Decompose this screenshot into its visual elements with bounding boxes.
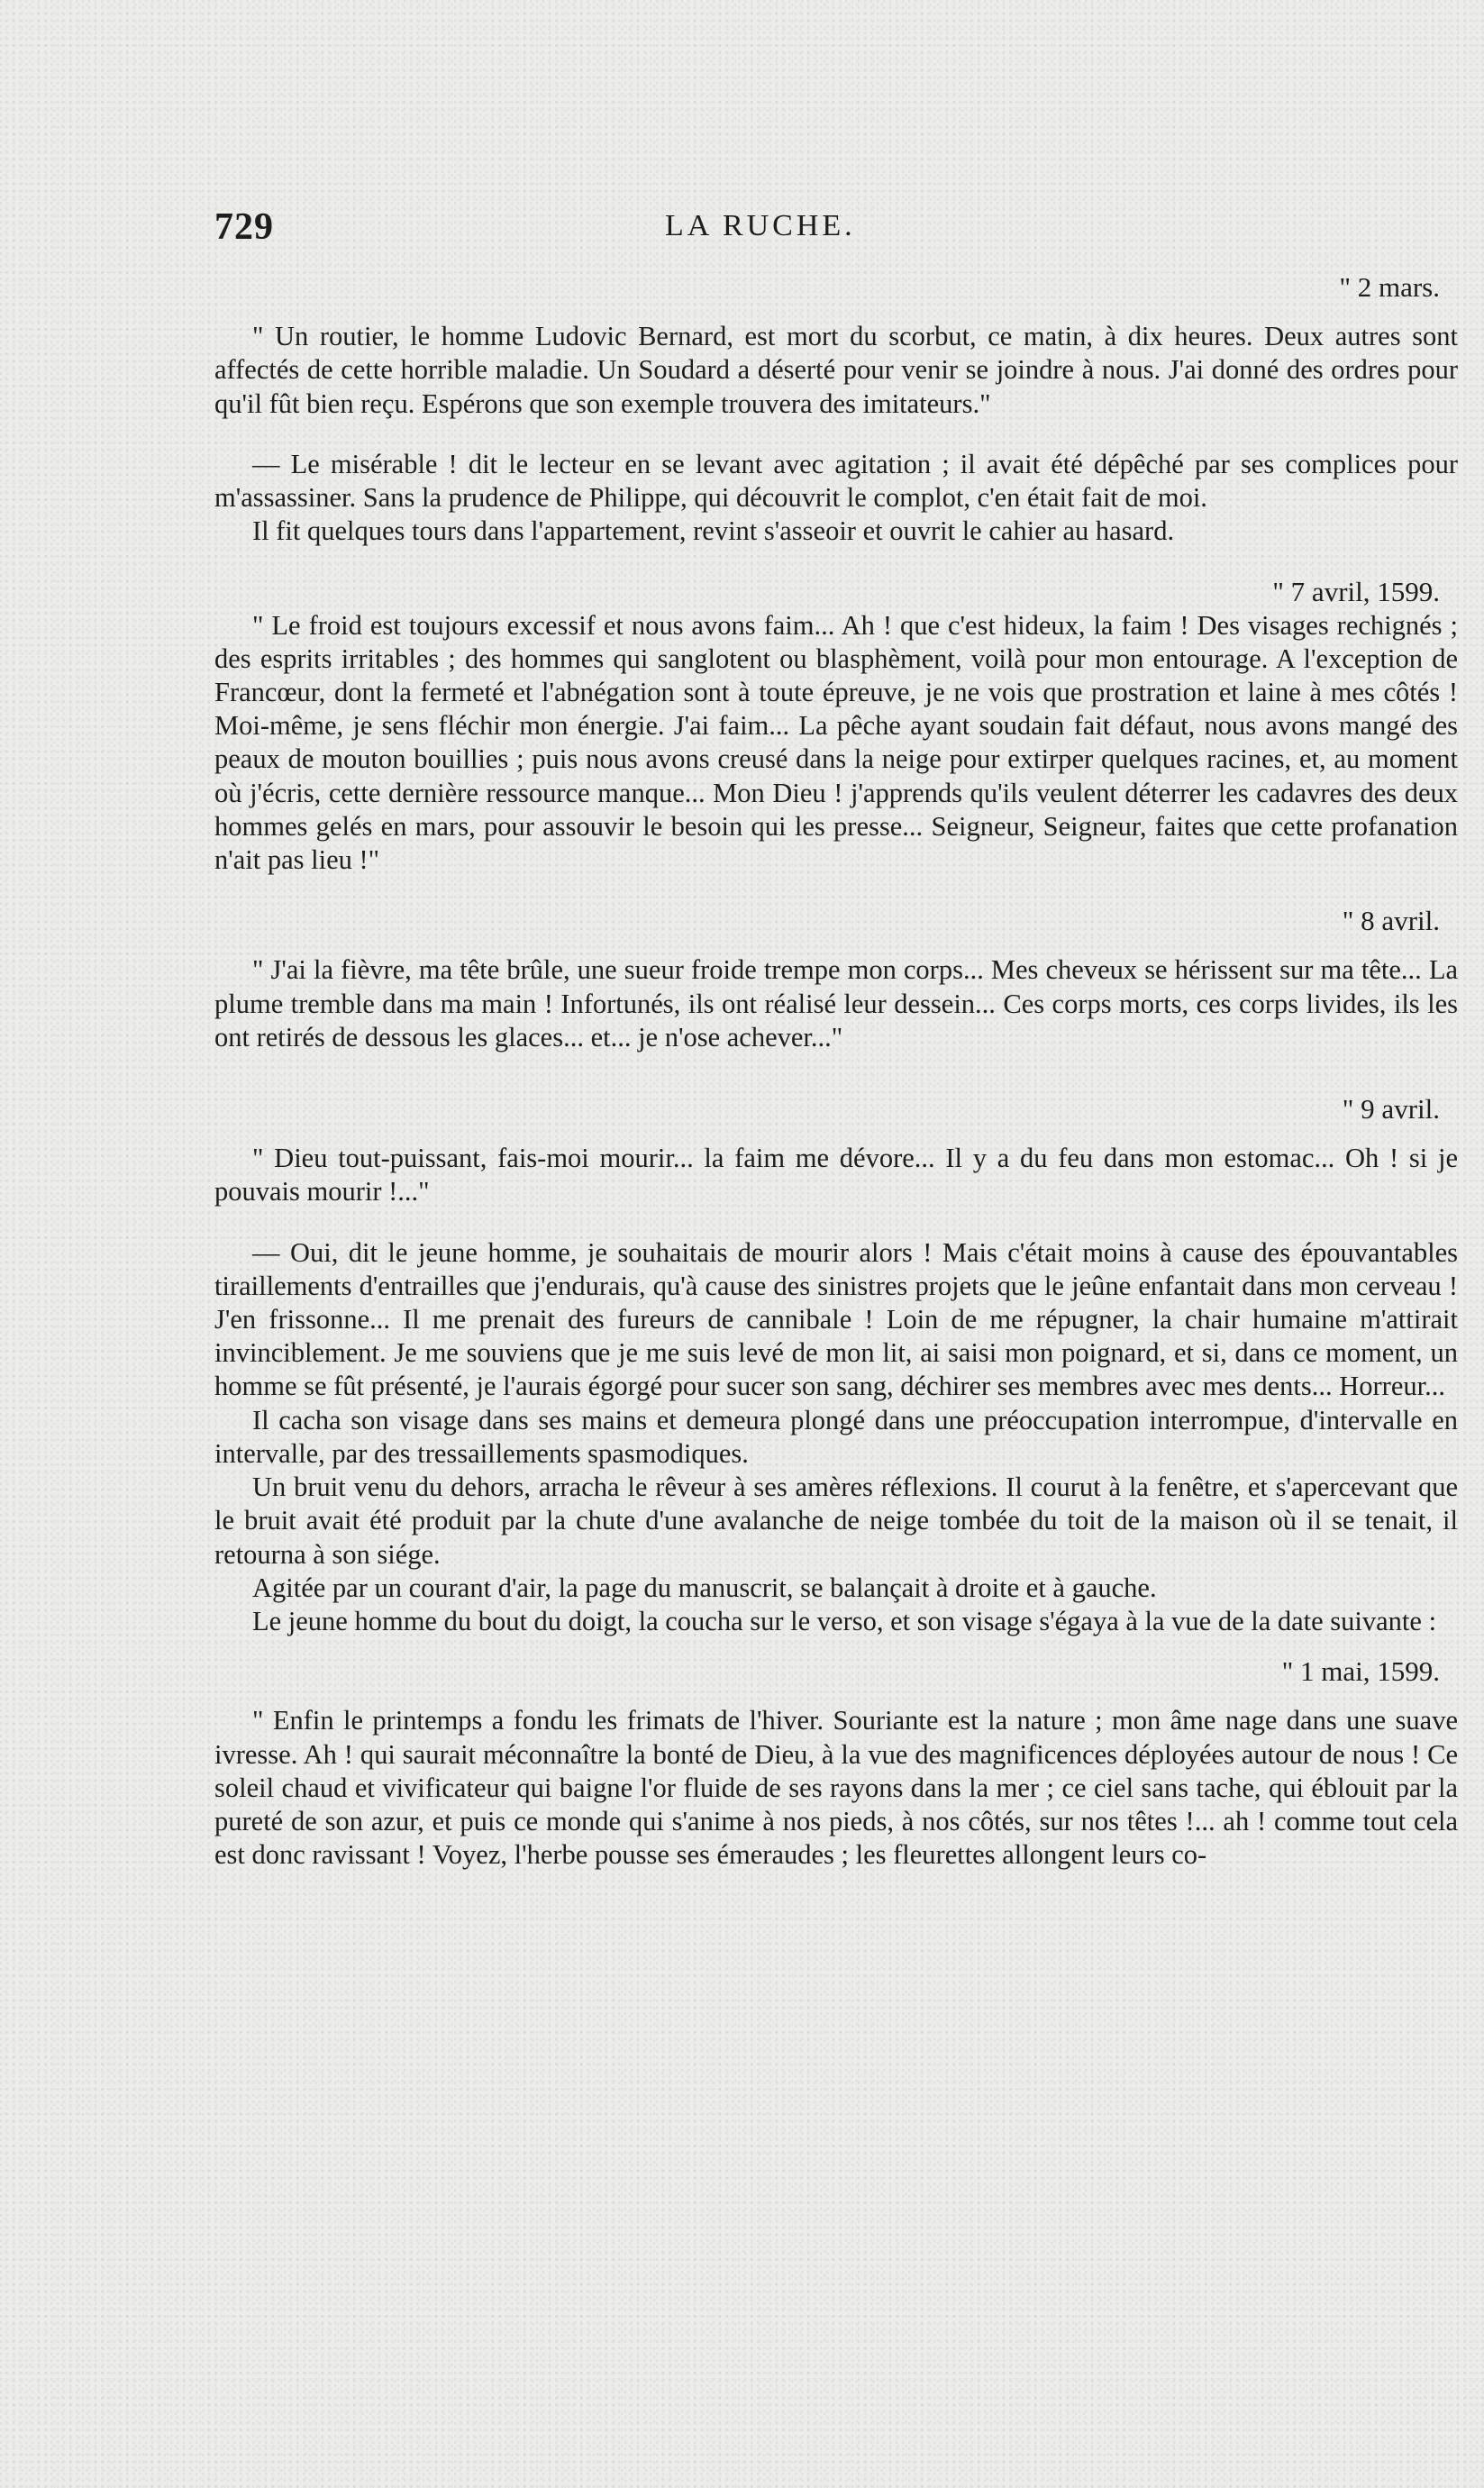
diary-date: " 8 avril.: [1342, 905, 1440, 937]
article-body: [214, 270, 1458, 1872]
diary-date: " 7 avril, 1599.: [1272, 576, 1440, 608]
paragraph: — Le misérable ! dit le lecteur en se levant avec agitation ; il avait été dépêché par ses complices pour m'assassiner. Sans la prudence de Philippe, qui découvrit le complot, c'en était fait de moi.: [214, 448, 1458, 514]
page-header: [214, 205, 1458, 251]
diary-date: " 2 mars.: [1339, 271, 1440, 303]
paragraph: Un bruit venu du dehors, arracha le rêveur à ses amères réflexions. Il courut à la fenêtre, et s'apercevant que le bruit avait été produit par la chute d'une avalanche de neige tombée du toit de la maison où il se tenait, il retourna à son siége.: [214, 1472, 1458, 1570]
paragraph: — Oui, dit le jeune homme, je souhaitais de mourir alors ! Mais c'était moins à cause des épouvantables tiraillements d'entrailles que j'endurais, qu'à cause des sinistres projets que le jeûne enfantait dans mon cerveau ! J'en frissonne... Il me prenait des fureurs de cannibale ! Loin de me répugner, la chair humaine m'attirait invinciblement. Je me souviens que je me suis levé de mon lit, ai saisi mon poignard, et si, dans ce moment, un homme se fût présenté, je l'aurais égorgé pour sucer son sang, déchirer ses membres avec mes dents... Horreur...: [214, 1236, 1458, 1402]
page-number: 729: [214, 206, 274, 248]
running-title: LA RUCHE.: [665, 209, 856, 242]
paragraph: Agitée par un courant d'air, la page du manuscrit, se balançait à droite et à gauche.: [252, 1572, 1157, 1603]
paragraph: " Enfin le printemps a fondu les frimats de l'hiver. Souriante est la nature ; mon âme nage dans une suave ivresse. Ah ! qui saurait méconnaître la bonté de Dieu, à la vue des magnificences déployées autour de nous ! Ce soleil chaud et vivificateur qui baigne l'or fluide de ses rayons dans la mer ; ce ciel sans tache, qui éblouit par la pureté de son azur, et puis ce monde qui s'anime à nos pieds, à nos côtés, sur nos têtes !... ah ! comme tout cela est donc ravissant ! Voyez, l'herbe pousse ses émeraudes ; les fleurettes allongent leurs co-: [214, 1705, 1458, 1871]
paragraph: " Le froid est toujours excessif et nous avons faim... Ah ! que c'est hideux, la faim ! Des visages rechignés ; des esprits irritables ; des hommes qui sanglotent ou blasphèment, voilà pour mon entourage. A l'exception de Francœur, dont la fermeté et l'abnégation sont à toute épreuve, je ne vois que prostration et laine à mes côtés ! Moi-même, je sens fléchir mon énergie. J'ai faim... La pêche ayant soudain fait défaut, nous avons mangé des peaux de mouton bouillies ; puis nous avons creusé dans la neige pour extirper quelques racines, et, au moment où j'écris, cette dernière ressource manque... Mon Dieu ! j'apprends qu'ils veulent déterrer les cadavres des deux hommes gelés en mars, pour assouvir le besoin qui les presse... Seigneur, Seigneur, faites que cette profanation n'ait pas lieu !": [214, 609, 1458, 876]
paragraph: " Un routier, le homme Ludovic Bernard, est mort du scorbut, ce matin, à dix heures. Deux autres sont affectés de cette horrible maladie. Un Soudard a déserté pour venir se joindre à nous. J'ai donné des ordres pour qu'il fût bien reçu. Espérons que son exemple trouvera des imitateurs.": [214, 321, 1458, 419]
paragraph: Il fit quelques tours dans l'appartement, revint s'asseoir et ouvrit le cahier au hasard.: [252, 515, 1175, 547]
paragraph: Il cacha son visage dans ses mains et demeura plongé dans une préoccupation interrompue, d'intervalle en intervalle, par des tressaillements spasmodiques.: [214, 1404, 1458, 1469]
paragraph: " J'ai la fièvre, ma tête brûle, une sueur froide trempe mon corps... Mes cheveux se hérissent sur ma tête... La plume tremble dans ma main ! Infortunés, ils ont réalisé leur dessein... Ces corps morts, ces corps livides, ils les ont retirés de dessous les glaces... et... je n'ose achever...": [214, 954, 1458, 1053]
paragraph: " Dieu tout-puissant, fais-moi mourir... la faim me dévore... Il y a du feu dans mon estomac... Oh ! si je pouvais mourir !...": [214, 1143, 1458, 1208]
diary-date: " 9 avril.: [1342, 1093, 1440, 1126]
diary-date: " 1 mai, 1599.: [1281, 1655, 1440, 1688]
paragraph: Le jeune homme du bout du doigt, la coucha sur le verso, et son visage s'égaya à la vue de la date suivante :: [252, 1605, 1437, 1636]
